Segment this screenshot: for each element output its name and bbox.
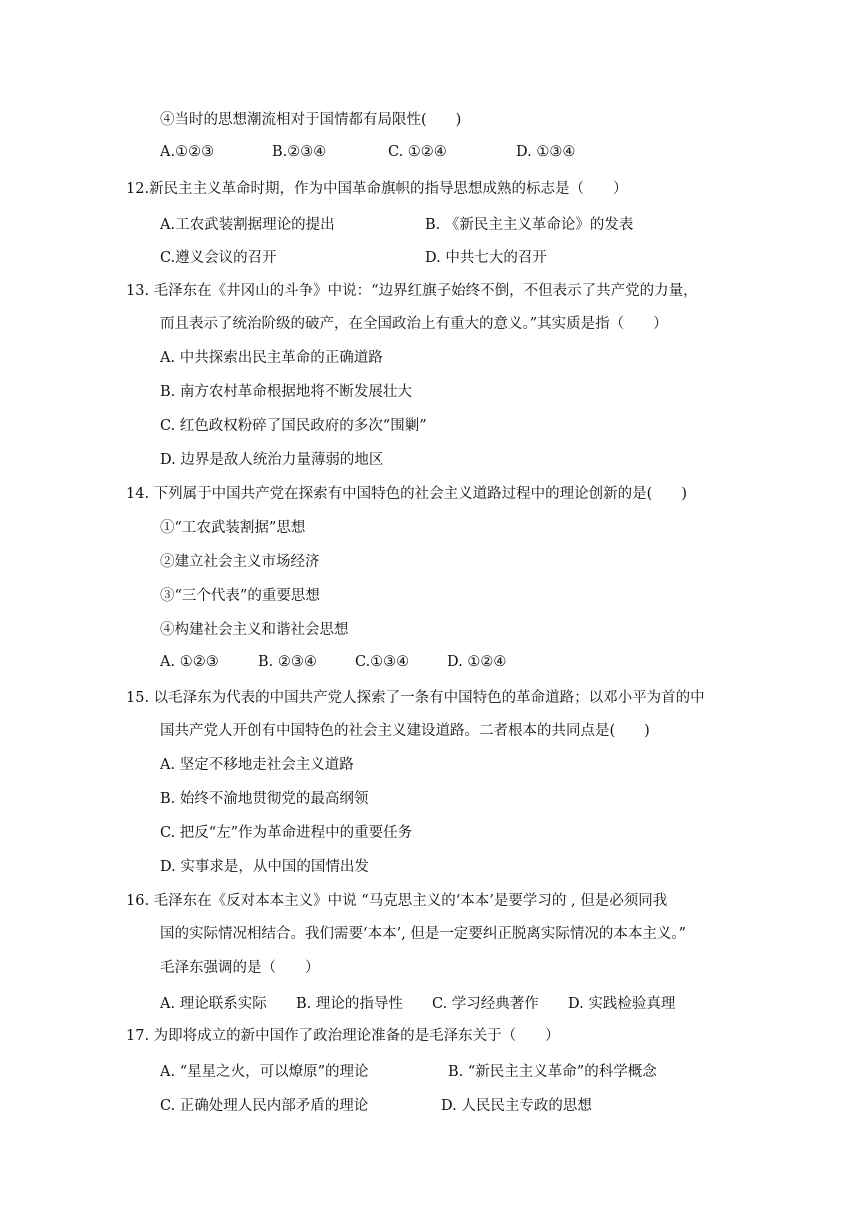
q14-item-3: ③“三个代表”的重要思想 [160, 588, 320, 604]
q12-option-d: D. 中共七大的召开 [425, 250, 547, 266]
q11-option-d: D. ①③④ [516, 144, 576, 160]
q14-stem: 14. 下列属于中国共产党在探索有中国特色的社会主义道路过程中的理论创新的是( ) [126, 486, 687, 502]
q16-stem-line-3: 毛泽东强调的是（ ） [160, 960, 320, 976]
q15-stem-line-1: 15. 以毛泽东为代表的中国共产党人探索了一条有中国特色的革命道路；以邓小平为首的中 [126, 690, 705, 706]
q15-option-c: C. 把反“左”作为革命进程中的重要任务 [160, 825, 413, 841]
q13-option-b: B. 南方农村革命根据地将不断发展壮大 [160, 384, 412, 400]
q14-item-1: ①“工农武装割据”思想 [160, 520, 306, 536]
q13-option-d: D. 边界是敌人统治力量薄弱的地区 [160, 452, 384, 468]
q14-item-4: ④构建社会主义和谐社会思想 [160, 622, 349, 638]
q11-option-c: C. ①②④ [388, 144, 447, 160]
q16-option-d: D. 实践检验真理 [568, 996, 676, 1012]
q16-option-c: C. 学习经典著作 [432, 996, 539, 1012]
q15-option-d: D. 实事求是，从中国的国情出发 [160, 859, 369, 875]
q14-option-c: C.①③④ [355, 654, 410, 670]
q14-option-b: B. ②③④ [258, 654, 317, 670]
q13-option-a: A. 中共探索出民主革命的正确道路 [160, 350, 383, 366]
q15-stem-line-2: 国共产党人开创有中国特色的社会主义建设道路。二者根本的共同点是( ) [160, 723, 650, 739]
q17-option-d: D. 人民民主专政的思想 [441, 1098, 592, 1114]
q16-option-b: B. 理论的指导性 [296, 996, 403, 1012]
q12-option-c: C.遵义会议的召开 [160, 250, 277, 266]
q11-item-4: ④当时的思想潮流相对于国情都有局限性( ) [160, 112, 462, 128]
q12-stem: 12.新民主主义革命时期，作为中国革命旗帜的指导思想成熟的标志是（ ） [126, 181, 628, 197]
q17-option-a: A. “星星之火，可以燎原”的理论 [160, 1064, 369, 1080]
q15-option-a: A. 坚定不移地走社会主义道路 [160, 757, 354, 773]
q14-item-2: ②建立社会主义市场经济 [160, 554, 320, 570]
q11-option-a: A.①②③ [160, 144, 215, 160]
q16-stem-line-1: 16. 毛泽东在《反对本本主义》中说 “马克思主义的‘本本’是要学习的 , 但是必须同我 [126, 893, 668, 909]
q17-option-b: B. “新民主主义革命”的科学概念 [448, 1064, 657, 1080]
q13-stem-line-1: 13. 毛泽东在《井冈山的斗争》中说：“边界红旗子始终不倒，不但表示了共产党的力量， [126, 283, 698, 299]
q17-option-c: C. 正确处理人民内部矛盾的理论 [160, 1098, 369, 1114]
q11-option-b: B.②③④ [272, 144, 327, 160]
q14-option-a: A. ①②③ [160, 654, 219, 670]
q13-stem-line-2: 而且表示了统治阶级的破产，在全国政治上有重大的意义。”其实质是指（ ） [160, 316, 668, 332]
q15-option-b: B. 始终不渝地贯彻党的最高纲领 [160, 791, 369, 807]
q17-stem: 17. 为即将成立的新中国作了政治理论准备的是毛泽东关于（ ） [126, 1028, 560, 1044]
q12-option-b: B. 《新民主主义革命论》的发表 [425, 217, 634, 233]
q16-stem-line-2: 国的实际情况相结合。我们需要‘本本’, 但是一定要纠正脱离实际情况的本本主义。” [160, 926, 687, 942]
q16-option-a: A. 理论联系实际 [160, 996, 267, 1012]
q12-option-a: A.工农武装割据理论的提出 [160, 217, 335, 233]
q14-option-d: D. ①②④ [447, 654, 507, 670]
q13-option-c: C. 红色政权粉碎了国民政府的多次“围剿” [160, 418, 427, 434]
